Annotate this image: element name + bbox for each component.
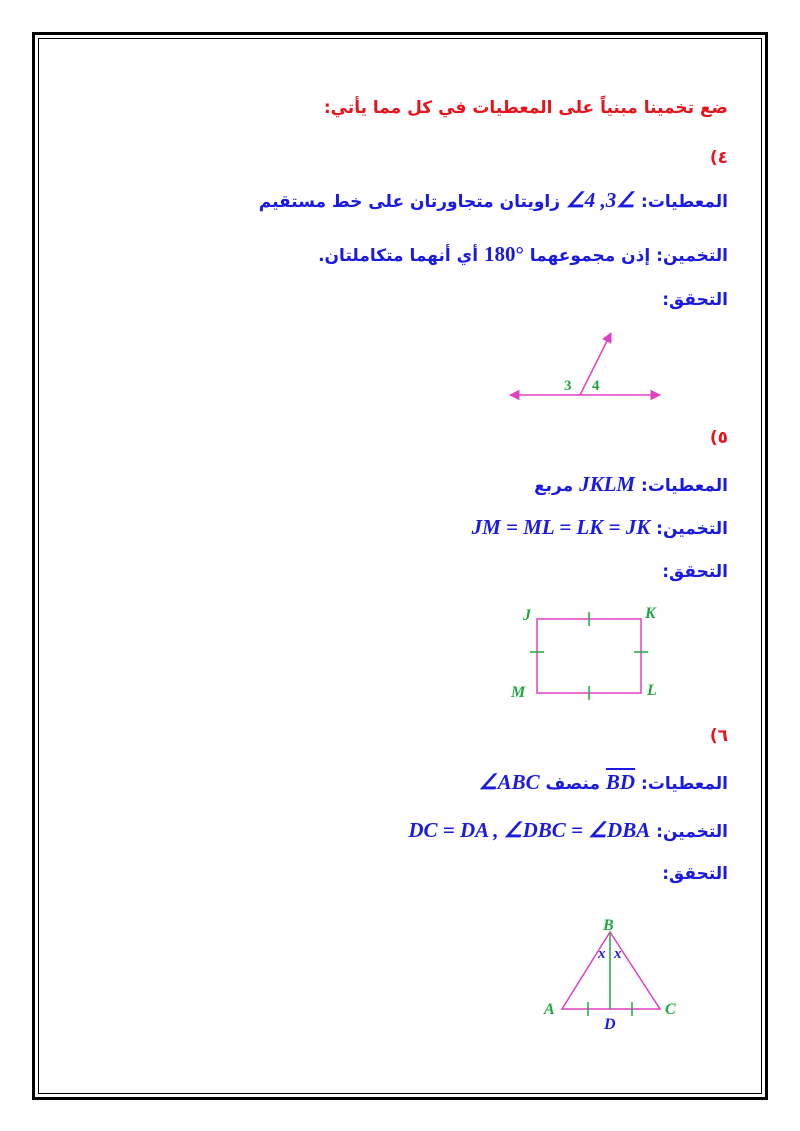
vertex-j-label: J bbox=[523, 607, 531, 624]
problem-6-verify bbox=[662, 864, 728, 884]
problem-number: ٥) bbox=[709, 428, 728, 448]
verify-label: التحقق: bbox=[662, 864, 728, 884]
angle-x-right-label: x bbox=[614, 946, 622, 962]
given-text: مربع bbox=[534, 476, 574, 496]
square-figure bbox=[505, 600, 665, 705]
given-label: المعطيات: bbox=[641, 774, 728, 794]
angle-x-left-label: x bbox=[598, 946, 606, 962]
vertex-m-label: M bbox=[511, 684, 526, 701]
page-title bbox=[324, 98, 728, 118]
given-math: JKLM bbox=[579, 472, 636, 496]
vertex-l-label: L bbox=[647, 682, 657, 699]
given-label: المعطيات: bbox=[641, 476, 728, 496]
point-d-label: D bbox=[604, 1016, 616, 1033]
angle-4-label: 4 bbox=[592, 378, 600, 394]
vertex-a-label: A bbox=[544, 1001, 555, 1018]
problem-5-given bbox=[534, 472, 728, 497]
triangle-figure bbox=[540, 912, 690, 1037]
title-text: ضع تخمينا مبنياً على المعطيات في كل مما يأتي: bbox=[323, 98, 728, 118]
adjacent-angles-figure bbox=[500, 325, 670, 410]
triangle-shape bbox=[562, 932, 660, 1009]
vertex-c-label: C bbox=[665, 1001, 676, 1018]
conjecture-text-2: أي أنهما متكاملتان. bbox=[318, 246, 479, 266]
conjecture-label: التخمين: bbox=[656, 822, 728, 842]
problem-5-number bbox=[710, 428, 728, 448]
verify-label: التحقق: bbox=[662, 290, 728, 310]
square-shape bbox=[537, 619, 641, 693]
vertex-b-label: B bbox=[603, 917, 614, 934]
given-text: زاويتان متجاورتان على خط مستقيم bbox=[258, 192, 561, 212]
problem-6-given bbox=[479, 770, 728, 795]
problem-6-conjecture bbox=[408, 818, 728, 843]
conjecture-label: التخمين: bbox=[656, 246, 728, 266]
problem-5-verify bbox=[662, 562, 728, 582]
given-math-ray: $\overline{BD}$ bbox=[605, 770, 636, 794]
verify-label: التحقق: bbox=[662, 562, 728, 582]
conjecture-math: 180° bbox=[483, 242, 524, 266]
problem-number: ٤) bbox=[709, 148, 728, 168]
given-math-angle: ∠ABC bbox=[478, 770, 540, 794]
conjecture-label: التخمين: bbox=[656, 519, 728, 539]
conjecture-math: DC = DA , ∠DBC = ∠DBA bbox=[408, 818, 651, 842]
angle-3-label: 3 bbox=[564, 378, 572, 394]
given-text: منصف bbox=[545, 774, 600, 794]
vertex-k-label: K bbox=[645, 605, 656, 622]
problem-4-conjecture bbox=[318, 242, 728, 267]
conjecture-math: JM = ML = LK = JK bbox=[471, 515, 651, 539]
problem-number: ٦) bbox=[709, 726, 728, 746]
given-math: ∠4 ,3∠ bbox=[565, 188, 636, 212]
given-label: المعطيات: bbox=[641, 192, 728, 212]
problem-6-number bbox=[710, 726, 728, 746]
conjecture-text: إذن مجموعهما bbox=[529, 246, 651, 266]
problem-5-conjecture bbox=[472, 515, 728, 540]
problem-4-verify bbox=[662, 290, 728, 310]
problem-4-given bbox=[259, 188, 728, 213]
problem-4-number bbox=[710, 148, 728, 168]
